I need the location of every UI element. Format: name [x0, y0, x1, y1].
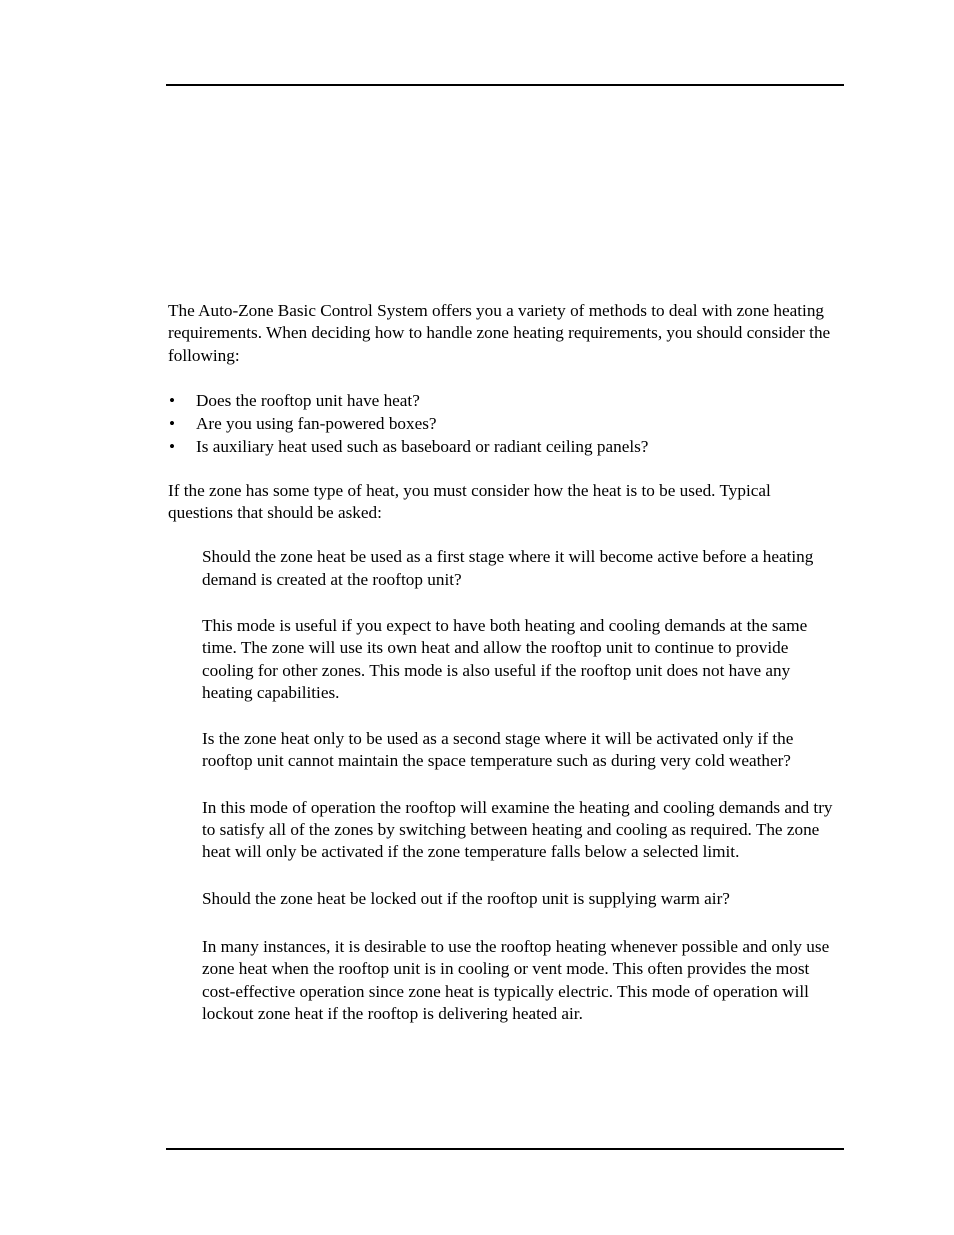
list-item	[168, 389, 838, 412]
list-item-text: Are you using fan-powered boxes?	[196, 414, 437, 434]
footer-rule	[166, 1148, 844, 1150]
header-rule	[166, 84, 844, 86]
question-2: Is the zone heat only to be used as a second stage where it will be activated only if the rooftop unit cannot maintain the space temperature such as during very cold weather?	[202, 729, 794, 771]
question-3: Should the zone heat be locked out if the rooftop unit is supplying warm air?	[202, 888, 730, 908]
page-body	[168, 300, 838, 1049]
list-item-text: Does the rooftop unit have heat?	[196, 390, 420, 410]
intro-paragraph: The Auto-Zone Basic Control System offers you a variety of methods to deal with zone heating requirements. When deciding how to handle zone heating requirements, you should consider the following:	[168, 301, 831, 365]
list-item-text: Is auxiliary heat used such as baseboard or radiant ceiling panels?	[196, 437, 649, 457]
consideration-list	[168, 389, 838, 459]
bullet-icon: •	[169, 437, 176, 457]
answer-3: In many instances, it is desirable to use the rooftop heating whenever possible and only use zone heat when the rooftop unit is in cooling or vent mode. This often provides the most cost-effective operation since zone heat is typically electric. This mode of operation will lockout zone heat if the rooftop is delivering heated air.	[202, 936, 830, 1023]
bullet-icon: •	[169, 390, 176, 410]
list-item	[168, 435, 838, 458]
bullet-icon: •	[169, 414, 176, 434]
lead-in-paragraph: If the zone has some type of heat, you must consider how the heat is to be used. Typical questions that should be asked:	[168, 480, 771, 523]
question-1: Should the zone heat be used as a first stage where it will become active before a heating demand is created at the rooftop unit?	[202, 547, 814, 589]
list-item	[168, 412, 838, 435]
answer-2: In this mode of operation the rooftop will examine the heating and cooling demands and try to satisfy all of the zones by switching between heating and cooling as required. The zone heat will only be activated if the zone temperature falls below a selected limit.	[202, 797, 833, 862]
answer-1: This mode is useful if you expect to have both heating and cooling demands at the same time. The zone will use its own heat and allow the rooftop unit to continue to provide cooling for other zones. This mode is also useful if the rooftop unit does not have any heating capabilities.	[202, 615, 808, 702]
